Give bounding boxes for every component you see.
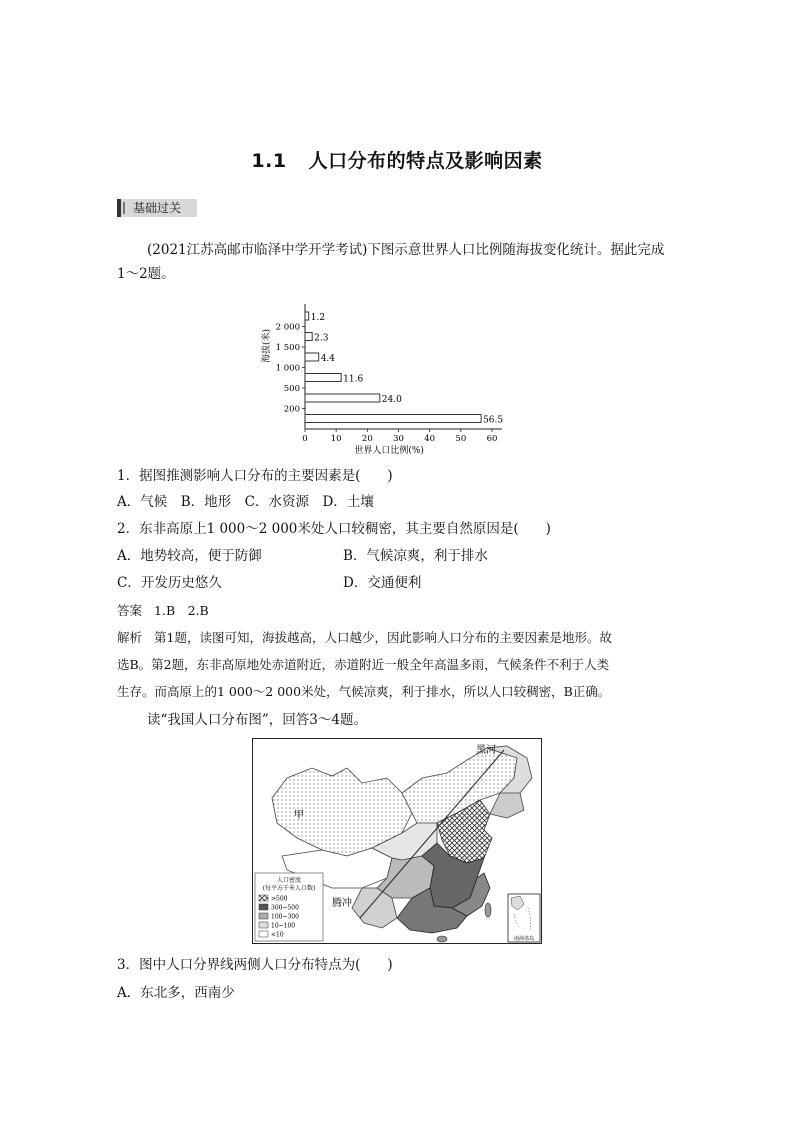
x-tick-label-0: 0 — [302, 434, 308, 444]
bar-0 — [305, 415, 481, 423]
x-axis-label: 世界人口比例(%) — [354, 446, 424, 456]
bar-value-label-5: 1.2 — [310, 313, 326, 323]
read-intro: 读“我国人口分布图”，回答3～4题。 — [147, 712, 367, 728]
intro-line-1: (2021江苏高邮市临泽中学开学考试)下图示意世界人口比例随海拔变化统计。据此完成 — [147, 242, 665, 258]
analysis-line-1: 解析 第1题，读图可知，海拔越高，人口越少，因此影响人口分布的主要因素是地形。故 — [117, 630, 612, 645]
x-tick-label-3: 30 — [393, 434, 404, 444]
x-tick-label-5: 50 — [455, 434, 467, 444]
legend-item-3: 100~300 — [271, 913, 299, 921]
label-heihe: 黑河 — [476, 745, 496, 756]
q2-stem: 2．东非高原上1 000～2 000米处人口较稠密，其主要自然原因是( ) — [117, 521, 551, 537]
y-tick-label-2: 1 000 — [275, 363, 300, 374]
q1-stem: 1．据图推测影响人口分布的主要因素是( ) — [117, 468, 393, 484]
bar-value-label-4: 2.3 — [314, 333, 329, 344]
intro-line-2: 1～2题。 — [117, 266, 175, 282]
south-china-sea-inset — [508, 894, 540, 942]
q2-option-a: A．地势较高，便于防御 — [117, 548, 262, 564]
map-legend — [255, 873, 323, 941]
legend-title-1: 人口密度 — [276, 877, 302, 884]
bar-4 — [305, 333, 312, 341]
inset-label: 南海诸岛 — [513, 936, 535, 942]
q3-option-a: A．东北多，西南少 — [117, 985, 235, 1001]
y-axis-label: 海拔(米) — [262, 328, 272, 364]
x-tick-label-6: 60 — [486, 434, 498, 444]
page-title — [0, 146, 794, 173]
bar-value-label-1: 24.0 — [381, 395, 402, 405]
y-tick-label-3: 1 500 — [275, 343, 300, 353]
q2-option-d: D．交通便利 — [343, 575, 422, 591]
q3-stem: 3．图中人口分界线两侧人口分布特点为( ) — [117, 957, 393, 973]
bar-value-label-3: 4.4 — [320, 354, 336, 364]
y-tick-label-4: 2 000 — [275, 322, 300, 333]
x-tick-label-4: 40 — [424, 434, 436, 444]
section-tag: 基础过关 — [117, 199, 197, 217]
legend-item-5: <10 — [271, 931, 284, 939]
answer-label: 答案 — [117, 603, 143, 618]
title-text: 人口分布的特点及影响因素 — [308, 150, 543, 172]
bar-2 — [305, 374, 341, 382]
label-jia: 甲 — [294, 810, 304, 821]
legend-item-4: 10~100 — [271, 922, 296, 930]
bar-5 — [305, 312, 309, 320]
q1-options: A．气候 B．地形 C．水资源 D．土壤 — [117, 494, 374, 510]
x-tick-label-1: 10 — [330, 434, 342, 444]
label-tengchong: 腾冲 — [332, 898, 352, 909]
q2-option-b: B．气候凉爽，利于排水 — [343, 548, 488, 564]
analysis-line-3: 生存。而高原上的1 000～2 000米处，气候凉爽，利于排水，所以人口较稠密，B正确。 — [117, 684, 611, 699]
legend-item-1: >500 — [271, 895, 288, 903]
x-tick-label-2: 20 — [361, 434, 373, 444]
section-number: 1.1 — [251, 150, 287, 172]
answer-text: 1.B 2.B — [154, 603, 209, 618]
bar-value-label-0: 56.5 — [483, 415, 504, 426]
legend-title-2: (每平方千米人口数) — [262, 885, 316, 892]
bar-1 — [305, 394, 380, 402]
china-population-map — [252, 738, 542, 944]
y-tick-label-0: 200 — [283, 404, 300, 415]
q2-option-c: C．开发历史悠久 — [117, 575, 222, 591]
legend-item-2: 300~500 — [271, 904, 299, 912]
altitude-population-chart — [255, 296, 545, 456]
analysis-line-2: 选B。第2题，东非高原地处赤道附近，赤道附近一般全年高温多雨，气候条件不利于人类 — [117, 657, 610, 672]
bar-value-label-2: 11.6 — [343, 374, 364, 385]
y-tick-label-1: 500 — [283, 384, 300, 394]
analysis-label: 解析 — [117, 630, 143, 645]
bar-3 — [305, 353, 319, 361]
answer — [117, 601, 209, 621]
